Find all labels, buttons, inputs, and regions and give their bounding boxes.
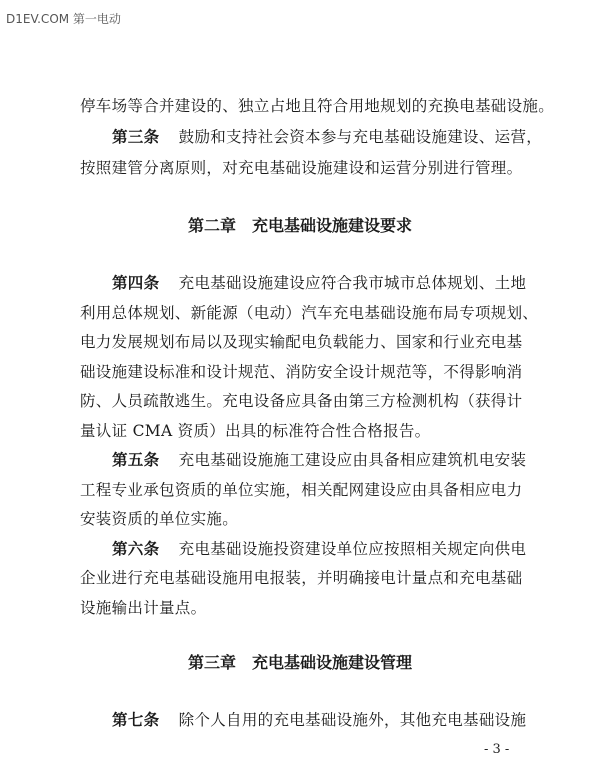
- text-line: 利用总体规划、新能源（电动）汽车充电基础设施布局专项规划、: [80, 304, 539, 322]
- article-label: 第三条: [112, 127, 160, 146]
- article-7: [0, 709, 600, 731]
- article-5: [0, 449, 600, 471]
- article-text: 充电基础设施施工建设应由具备相应建筑机电安装: [178, 451, 527, 469]
- article-3: [0, 126, 600, 148]
- article-text: 除个人自用的充电基础设施外，其他充电基础设施: [178, 711, 527, 729]
- text-line: 企业进行充电基础设施用电报装，并明确接电计量点和充电基础: [80, 569, 523, 587]
- article-6: [0, 538, 600, 560]
- text-line: 停车场等合并建设的、独立占地且符合用地规划的充换电基础设施。: [80, 97, 555, 115]
- article-text: 鼓励和支持社会资本参与充电基础设施建设、运营，: [178, 128, 543, 146]
- article-text: 充电基础设施建设应符合我市城市总体规划、土地: [178, 274, 527, 292]
- article-label: 第六条: [112, 539, 160, 558]
- page-number: - 3 -: [484, 742, 510, 757]
- chapter-heading: 第三章 充电基础设施建设管理: [187, 653, 412, 672]
- text-line: 安装资质的单位实施。: [80, 510, 239, 528]
- text-line: 工程专业承包资质的单位实施，相关配网建设应由具备相应电力: [80, 481, 523, 499]
- text-line: 按照建管分离原则，对充电基础设施建设和运营分别进行管理。: [80, 159, 523, 177]
- article-label: 第四条: [112, 273, 160, 292]
- text-line: 设施输出计量点。: [80, 599, 207, 617]
- text-line: 量认证 CMA 资质）出具的标准符合性合格报告。: [80, 422, 431, 440]
- text-line: 电力发展规划布局以及现实输配电负载能力、国家和行业充电基: [80, 333, 523, 351]
- article-4: [0, 272, 600, 294]
- text-line: 础设施建设标准和设计规范、消防安全设计规范等，不得影响消: [80, 363, 523, 381]
- watermark-text: D1EV.COM 第一电动: [6, 12, 121, 26]
- article-text: 充电基础设施投资建设单位应按照相关规定向供电: [178, 540, 527, 558]
- chapter-heading: 第二章 充电基础设施建设要求: [187, 216, 412, 235]
- article-label: 第五条: [112, 450, 160, 469]
- text-line: 防、人员疏散逃生。充电设备应具备由第三方检测机构（获得计: [80, 392, 523, 410]
- article-label: 第七条: [112, 710, 160, 729]
